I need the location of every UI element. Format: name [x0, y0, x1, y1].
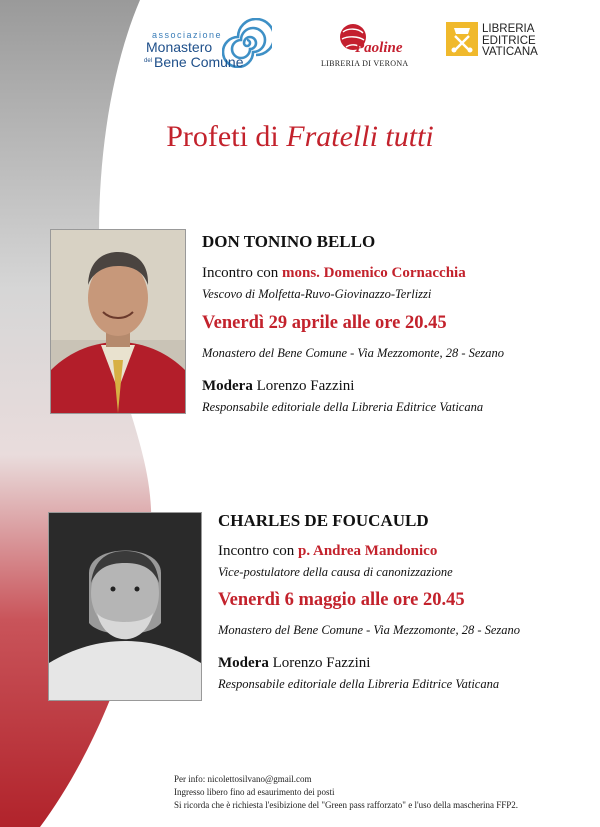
association-name-line1: Monastero: [146, 39, 213, 55]
portrait-photo-don-tonino-bello: [50, 229, 186, 414]
event-2-venue: Monastero del Bene Comune - Via Mezzomonte, 28 - Sezano: [218, 623, 521, 637]
title-normal: Profeti di: [166, 120, 287, 153]
event-1-guest-line: [202, 265, 466, 282]
footer-info: Per info: nicolettosilvano@gmail.com: [174, 774, 312, 784]
event-1-moderator-role: Responsabile editoriale della Libreria Editrice Vaticana: [202, 400, 484, 414]
event-2-guest-role: Vice-postulatore della causa di canonizzazione: [218, 565, 453, 579]
footer-covid-notice: Si ricorda che è richiesta l'esibizione del "Green pass rafforzato" e l'uso della mascherina FFP2.: [174, 800, 519, 810]
event-1-moderator-line: [202, 378, 354, 395]
event-1-guest-role: Vescovo di Molfetta-Ruvo-Giovinazzo-Terlizzi: [202, 287, 432, 301]
paoline-name: Paoline: [355, 40, 403, 56]
paoline-sub: LIBRERIA DI VERONA: [321, 59, 409, 68]
event-2-moderator-line: [218, 655, 370, 672]
event-2-moderator-role: Responsabile editoriale della Libreria Editrice Vaticana: [218, 677, 500, 691]
lev-line3: VATICANA: [482, 46, 538, 58]
lev-line2: EDITRICE: [482, 34, 536, 47]
association-del: del: [144, 58, 153, 64]
lev-text: [482, 24, 538, 59]
event-1-guest: mons. Domenico Cornacchia: [281, 265, 466, 281]
page-title: [0, 120, 600, 154]
association-small-label: associazione: [152, 30, 223, 40]
event-2-guest-line: [218, 543, 437, 560]
event-1-date: Venerdì 29 aprile alle ore 20.45: [202, 313, 447, 333]
papal-keys-icon: [446, 22, 478, 56]
event-2-moderator: Lorenzo Fazzini: [268, 655, 371, 671]
footer-entry: Ingresso libero fino ad esaurimento dei posti: [174, 787, 335, 797]
title-italic: Fratelli tutti: [286, 120, 434, 153]
event-2-modera-label: Modera: [218, 655, 269, 671]
event-1-incontro: Incontro con: [202, 265, 282, 281]
association-name-line2: Bene Comune: [154, 54, 244, 70]
event-1-moderator: Lorenzo Fazzini: [252, 378, 355, 394]
event-1-modera-label: Modera: [202, 378, 253, 394]
portrait-photo-charles-de-foucauld: [48, 512, 202, 701]
event-1-name: DON TONINO BELLO: [202, 232, 376, 251]
event-2-guest: p. Andrea Mandonico: [297, 543, 438, 559]
event-2-incontro: Incontro con: [218, 543, 298, 559]
event-1-venue: Monastero del Bene Comune - Via Mezzomonte, 28 - Sezano: [202, 346, 505, 360]
event-2-date: Venerdì 6 maggio alle ore 20.45: [218, 590, 465, 610]
lev-line1: LIBRERIA: [482, 23, 535, 35]
event-2-name: CHARLES DE FOUCAULD: [218, 511, 429, 530]
